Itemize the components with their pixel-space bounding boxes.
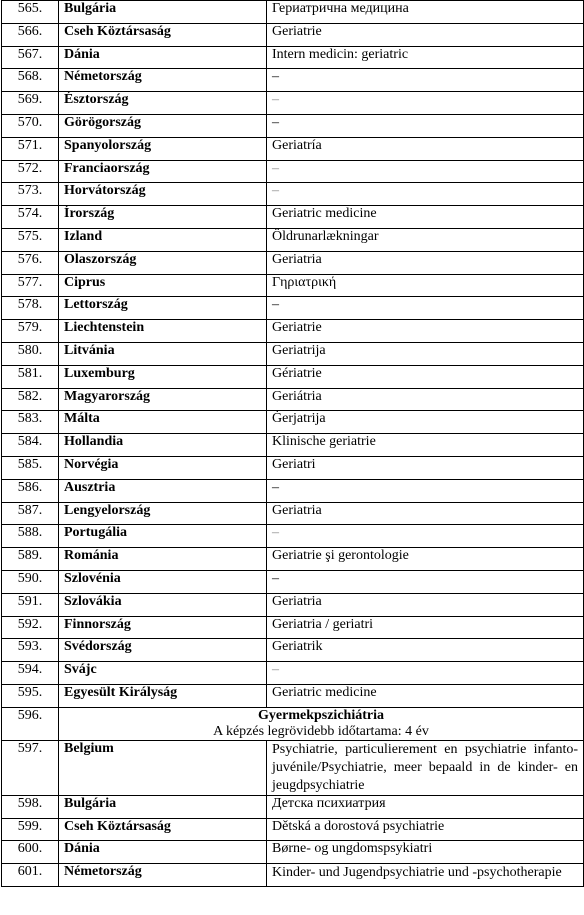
country-name: Málta xyxy=(59,411,267,434)
specialty-title: Gériatrie xyxy=(267,365,584,388)
specialty-table xyxy=(1,0,584,887)
table-row xyxy=(2,320,584,343)
country-name: Németország xyxy=(59,69,267,92)
row-number: 575. xyxy=(2,228,59,251)
country-name: Liechtenstein xyxy=(59,320,267,343)
row-number: 574. xyxy=(2,206,59,229)
row-number: 573. xyxy=(2,183,59,206)
specialty-title: Geriatrie xyxy=(267,320,584,343)
row-number: 579. xyxy=(2,320,59,343)
country-name: Portugália xyxy=(59,525,267,548)
table-row xyxy=(2,92,584,115)
specialty-title: Geriatría xyxy=(267,137,584,160)
table-row xyxy=(2,616,584,639)
table-row xyxy=(2,69,584,92)
country-name: Izland xyxy=(59,228,267,251)
country-name: Franciaország xyxy=(59,160,267,183)
specialty-title: Öldrunarlækningar xyxy=(267,228,584,251)
country-name: Lettország xyxy=(59,297,267,320)
specialty-title: Geriatric medicine xyxy=(267,206,584,229)
table-row xyxy=(2,662,584,685)
country-name: Svédország xyxy=(59,639,267,662)
row-number: 593. xyxy=(2,639,59,662)
table-row xyxy=(2,548,584,571)
row-number: 568. xyxy=(2,69,59,92)
section-row xyxy=(2,707,584,740)
country-name: Spanyolország xyxy=(59,137,267,160)
country-name: Luxemburg xyxy=(59,365,267,388)
country-name: Bulgária xyxy=(59,1,267,24)
specialty-title: Geriatrie şi gerontologie xyxy=(267,548,584,571)
row-number: 578. xyxy=(2,297,59,320)
table-row xyxy=(2,388,584,411)
table-body xyxy=(2,1,584,887)
country-name: Szlovénia xyxy=(59,570,267,593)
table-row xyxy=(2,570,584,593)
table-row xyxy=(2,456,584,479)
table-row xyxy=(2,1,584,24)
country-name: Dánia xyxy=(59,46,267,69)
table-row xyxy=(2,479,584,502)
row-number: 595. xyxy=(2,684,59,707)
country-name: Írország xyxy=(59,206,267,229)
table-row xyxy=(2,864,584,887)
row-number: 599. xyxy=(2,818,59,841)
row-number: 584. xyxy=(2,434,59,457)
specialty-title: Geriatrija xyxy=(267,342,584,365)
table-row xyxy=(2,525,584,548)
section-title: Gyermekpszichiátria xyxy=(258,707,384,723)
table-row xyxy=(2,434,584,457)
specialty-title: Geriatri xyxy=(267,456,584,479)
specialty-title: – xyxy=(267,69,584,92)
specialty-title: – xyxy=(267,479,584,502)
country-name: Belgium xyxy=(59,740,267,795)
table-row xyxy=(2,114,584,137)
specialty-title: Geriatria xyxy=(267,251,584,274)
country-name: Németország xyxy=(59,864,267,887)
row-number: 570. xyxy=(2,114,59,137)
row-number: 566. xyxy=(2,23,59,46)
country-name: Egyesült Királyság xyxy=(59,684,267,707)
specialty-title: Geriatrik xyxy=(267,639,584,662)
row-number: 588. xyxy=(2,525,59,548)
country-name: Horvátország xyxy=(59,183,267,206)
row-number: 586. xyxy=(2,479,59,502)
country-name: Lengyelország xyxy=(59,502,267,525)
country-name: Cseh Köztársaság xyxy=(59,23,267,46)
country-name: Szlovákia xyxy=(59,593,267,616)
table-row xyxy=(2,411,584,434)
table-row xyxy=(2,137,584,160)
table-row xyxy=(2,183,584,206)
table-row xyxy=(2,502,584,525)
row-number: 594. xyxy=(2,662,59,685)
row-number: 572. xyxy=(2,160,59,183)
country-name: Magyarország xyxy=(59,388,267,411)
country-name: Finnország xyxy=(59,616,267,639)
row-number: 601. xyxy=(2,864,59,887)
country-name: Hollandia xyxy=(59,434,267,457)
table-row xyxy=(2,740,584,795)
section-subtitle: A képzés legrövidebb időtartama: 4 év xyxy=(213,723,429,739)
specialty-title: Geriatrie xyxy=(267,23,584,46)
country-name: Ciprus xyxy=(59,274,267,297)
country-name: Észtország xyxy=(59,92,267,115)
table-row xyxy=(2,46,584,69)
specialty-title: – xyxy=(267,570,584,593)
table-row xyxy=(2,684,584,707)
table-row xyxy=(2,251,584,274)
specialty-title: Psychiatrie, particulierement en psychiatrie infanto-juvénile/Psychiatrie, meer bepaald in de kinder- en jeugdpsychiatrie xyxy=(267,740,584,795)
country-name: Cseh Köztársaság xyxy=(59,818,267,841)
country-name: Svájc xyxy=(59,662,267,685)
specialty-title: Børne- og ungdomspsykiatri xyxy=(267,841,584,864)
row-number: 565. xyxy=(2,1,59,24)
table-row xyxy=(2,228,584,251)
country-name: Olaszország xyxy=(59,251,267,274)
specialty-title: Kinder- und Jugendpsychiatrie und -psychotherapie xyxy=(267,864,584,887)
row-number: 571. xyxy=(2,137,59,160)
country-name: Litvánia xyxy=(59,342,267,365)
row-number: 589. xyxy=(2,548,59,571)
specialty-title: Geriátria xyxy=(267,388,584,411)
row-number: 597. xyxy=(2,740,59,795)
specialty-title: – xyxy=(267,183,584,206)
country-name: Görögország xyxy=(59,114,267,137)
row-number: 569. xyxy=(2,92,59,115)
specialty-title: Intern medicin: geriatric xyxy=(267,46,584,69)
row-number: 592. xyxy=(2,616,59,639)
table-row xyxy=(2,342,584,365)
row-number: 585. xyxy=(2,456,59,479)
table-row xyxy=(2,206,584,229)
country-name: Norvégia xyxy=(59,456,267,479)
row-number: 598. xyxy=(2,795,59,818)
row-number: 580. xyxy=(2,342,59,365)
table-row xyxy=(2,639,584,662)
table-row xyxy=(2,23,584,46)
specialty-title: Гериатрична медицина xyxy=(267,1,584,24)
row-number: 581. xyxy=(2,365,59,388)
specialty-title: Dětská a dorostová psychiatrie xyxy=(267,818,584,841)
specialty-title: Geriatria xyxy=(267,502,584,525)
table-row xyxy=(2,274,584,297)
table-row xyxy=(2,297,584,320)
table-row xyxy=(2,795,584,818)
table-row xyxy=(2,841,584,864)
table-row xyxy=(2,365,584,388)
row-number: 583. xyxy=(2,411,59,434)
country-name: Románia xyxy=(59,548,267,571)
specialty-title: – xyxy=(267,662,584,685)
table-row xyxy=(2,818,584,841)
row-number: 577. xyxy=(2,274,59,297)
row-number: 596. xyxy=(2,707,59,740)
specialty-title: Ġerjatrija xyxy=(267,411,584,434)
row-number: 576. xyxy=(2,251,59,274)
row-number: 567. xyxy=(2,46,59,69)
specialty-title: Klinische geriatrie xyxy=(267,434,584,457)
specialty-title: Geriatric medicine xyxy=(267,684,584,707)
country-name: Bulgária xyxy=(59,795,267,818)
row-number: 590. xyxy=(2,570,59,593)
section-heading xyxy=(59,707,584,740)
specialty-title: – xyxy=(267,92,584,115)
row-number: 591. xyxy=(2,593,59,616)
country-name: Dánia xyxy=(59,841,267,864)
specialty-title: Geriatria xyxy=(267,593,584,616)
row-number: 587. xyxy=(2,502,59,525)
specialty-title: – xyxy=(267,525,584,548)
specialty-title: – xyxy=(267,160,584,183)
table-row xyxy=(2,593,584,616)
specialty-title: – xyxy=(267,114,584,137)
specialty-title: – xyxy=(267,297,584,320)
row-number: 582. xyxy=(2,388,59,411)
row-number: 600. xyxy=(2,841,59,864)
specialty-title: Γηριατρική xyxy=(267,274,584,297)
specialty-title: Детска психиатрия xyxy=(267,795,584,818)
table-row xyxy=(2,160,584,183)
country-name: Ausztria xyxy=(59,479,267,502)
specialty-title: Geriatria / geriatri xyxy=(267,616,584,639)
